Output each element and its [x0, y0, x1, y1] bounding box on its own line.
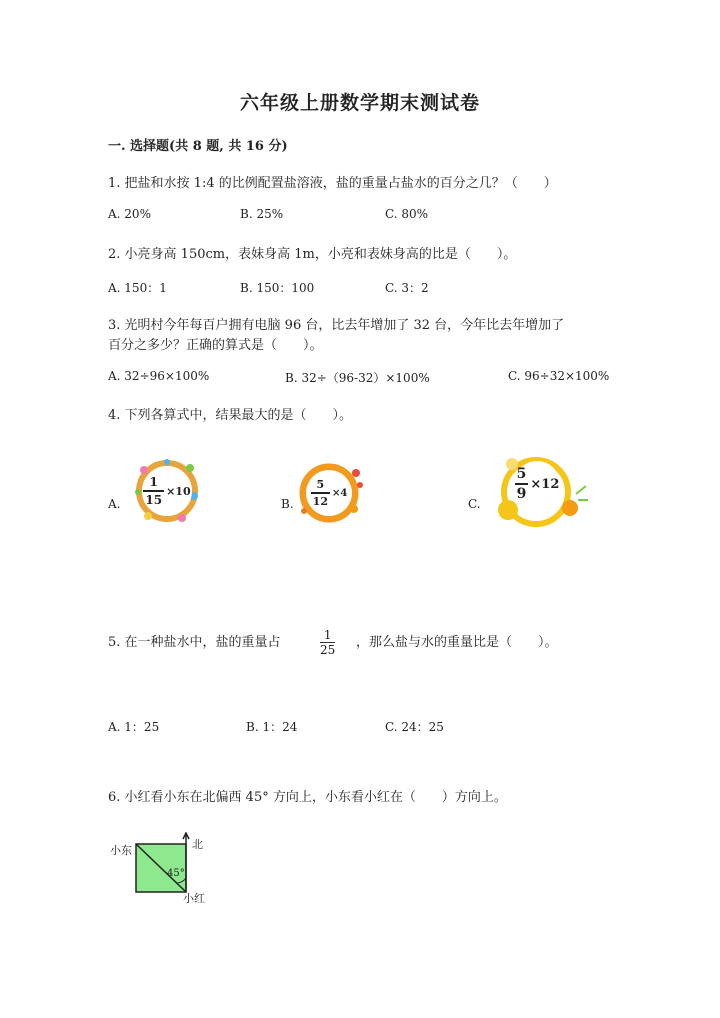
q5-option-c[interactable]: C. 24：25 [385, 720, 444, 734]
question-1: 1. 把盐和水按 1:4 的比例配置盐溶液，盐的重量占盐水的百分之几？（ ） [108, 176, 557, 191]
q4-badge-b [306, 470, 352, 516]
q5-option-a[interactable]: A. 1：25 [108, 720, 160, 734]
denominator: 15 [143, 490, 164, 506]
q4-option-c[interactable]: C. [468, 497, 481, 511]
question-3-line-2: 百分之多少？正确的算式是（ ）。 [108, 338, 323, 353]
q1-option-a[interactable]: A. 20% [108, 207, 151, 221]
q1-option-b[interactable]: B. 25% [240, 207, 284, 221]
numerator: 1 [149, 475, 158, 489]
label-xiaodong: 小东 [110, 844, 132, 857]
q4-badge-c [514, 461, 560, 507]
q2-option-c[interactable]: C. 3：2 [385, 281, 429, 295]
question-4: 4. 下列各算式中，结果最大的是（ ）。 [108, 408, 353, 423]
q4-badge-a [142, 466, 192, 516]
q2-option-a[interactable]: A. 150：1 [108, 281, 167, 295]
numerator: 5 [316, 478, 325, 491]
multiplier: ×4 [331, 487, 348, 499]
q3-option-c[interactable]: C. 96÷32×100% [508, 369, 610, 383]
denominator: 9 [515, 483, 529, 501]
q1-option-c[interactable]: C. 80% [385, 207, 429, 221]
question-2: 2. 小亮身高 150cm，表妹身高 1m，小亮和表妹身高的比是（ ）。 [108, 247, 517, 262]
section-heading: 一. 选择题(共 8 题, 共 16 分) [108, 139, 288, 154]
page-title: 六年级上册数学期末测试卷 [239, 92, 480, 114]
label-north: 北 [192, 838, 203, 851]
numerator: 5 [516, 466, 527, 482]
q3-option-b[interactable]: B. 32÷（96-32）×100% [285, 371, 430, 385]
fraction [143, 476, 164, 506]
numerator: 1 [323, 628, 332, 642]
q3-option-a[interactable]: A. 32÷96×100% [108, 369, 210, 383]
denominator: 12 [311, 492, 330, 507]
question-3-line-1: 3. 光明村今年每百户拥有电脑 96 台，比去年增加了 32 台，今年比去年增加了 [108, 318, 565, 333]
q4-option-a[interactable]: A. [108, 497, 121, 511]
multiplier: ×10 [166, 484, 191, 498]
label-angle: 45° [167, 868, 185, 879]
label-xiaohong: 小红 [183, 892, 205, 905]
q5-fraction [320, 624, 335, 657]
multiplier: ×12 [530, 476, 560, 492]
denominator: 25 [320, 643, 336, 658]
fraction [515, 467, 529, 501]
question-5-suffix: ，那么盐与水的重量比是（ ）。 [356, 635, 558, 650]
q5-option-b[interactable]: B. 1：24 [246, 720, 298, 734]
question-6: 6. 小红看小东在北偏西 45° 方向上，小东看小红在（ ）方向上。 [108, 790, 507, 805]
question-5-prefix: 5. 在一种盐水中，盐的重量占 [108, 635, 281, 650]
q2-option-b[interactable]: B. 150：100 [240, 281, 315, 295]
q4-option-b[interactable]: B. [281, 497, 294, 511]
fraction [311, 479, 330, 507]
